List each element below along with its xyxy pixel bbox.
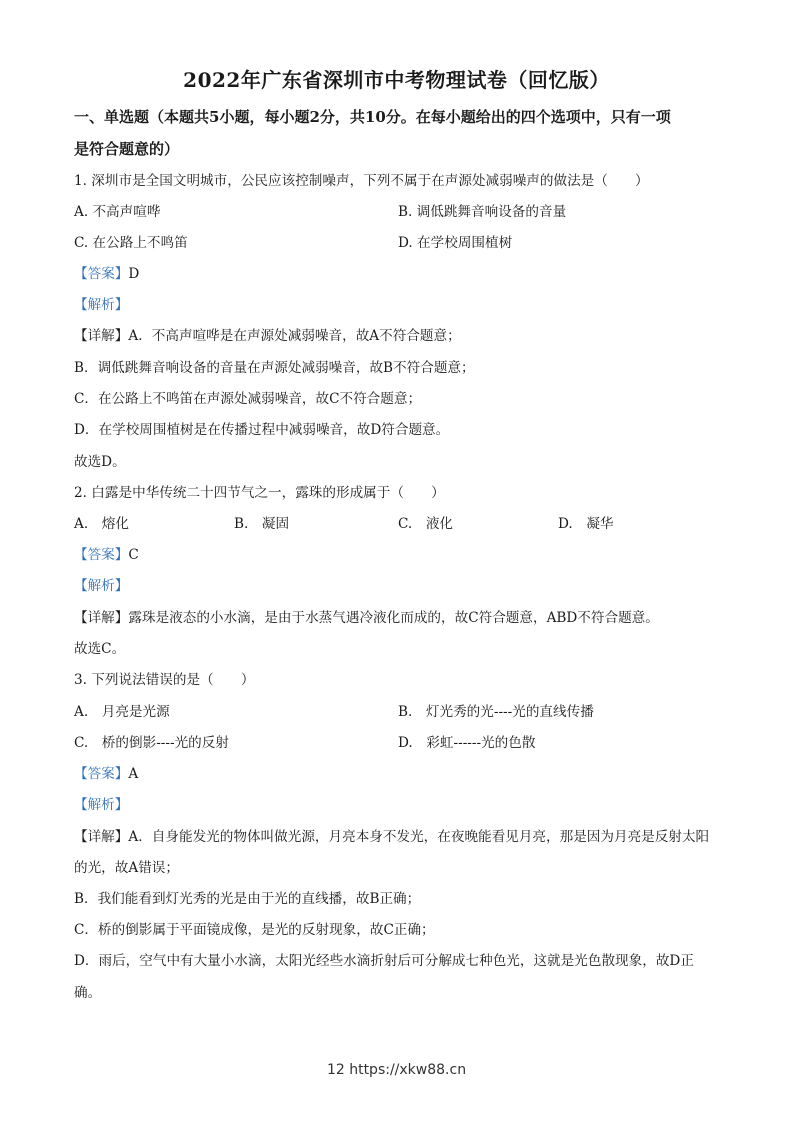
q1-detail-line bbox=[74, 326, 461, 346]
q1-detail-line: B．调低跳舞音响设备的音量在声源处减弱噪音，故B不符合题意； bbox=[74, 360, 475, 376]
q3-stem: 3. 下列说法错误的是（ ） bbox=[74, 672, 255, 688]
q3-detail-line: 的光，故A错误； bbox=[74, 860, 179, 876]
q1-detail-line: C．在公路上不鸣笛在声源处减弱噪音，故C不符合题意； bbox=[74, 391, 422, 407]
detail-label: 【详解】 bbox=[74, 328, 129, 344]
q3-option-d: D. 彩虹------光的色散 bbox=[398, 735, 536, 751]
q3-detail-line: C．桥的倒影属于平面镜成像，是光的反射现象，故C正确； bbox=[74, 922, 435, 938]
answer-label: 【答案】 bbox=[74, 547, 129, 563]
q3-detail-text: A．自身能发光的物体叫做光源，月亮本身不发光，在夜晚能看见月亮，那是因为月亮是反射太阳 bbox=[128, 829, 710, 845]
q3-answer-value: A bbox=[128, 766, 139, 782]
q3-detail-line: B．我们能看到灯光秀的光是由于光的直线播，故B正确； bbox=[74, 891, 421, 907]
q1-detail-line: D．在学校周围植树是在传播过程中减弱噪音，故D符合题意。 bbox=[74, 422, 450, 438]
q1-detail-text: A．不高声喧哗是在声源处减弱噪音，故A不符合题意； bbox=[128, 328, 461, 344]
q3-option-c: C. 桥的倒影----光的反射 bbox=[74, 735, 229, 751]
answer-label: 【答案】 bbox=[74, 766, 129, 782]
q3-analysis bbox=[74, 795, 128, 815]
q1-analysis bbox=[74, 295, 128, 315]
q2-option-c: C. 液化 bbox=[398, 516, 454, 532]
section-heading-line-1: 一、单选题（本题共5小题，每小题2分，共10分。在每小题给出的四个选项中，只有一项 bbox=[74, 108, 671, 126]
q1-answer-value: D bbox=[128, 266, 140, 282]
q3-option-b: B. 灯光秀的光----光的直线传播 bbox=[398, 704, 594, 720]
q3-detail-line bbox=[74, 827, 709, 847]
q1-answer bbox=[74, 264, 139, 284]
q1-option-d: D. 在学校周围植树 bbox=[398, 235, 513, 251]
q2-option-b: B. 凝固 bbox=[234, 516, 290, 532]
q2-detail-line bbox=[74, 608, 659, 628]
analysis-label: 【解析】 bbox=[74, 578, 129, 594]
q2-analysis bbox=[74, 576, 128, 596]
q2-option-d: D. 凝华 bbox=[558, 516, 614, 532]
analysis-label: 【解析】 bbox=[74, 297, 129, 313]
page-footer: 12 https://xkw88.cn bbox=[326, 1062, 467, 1078]
q2-conclusion: 故选C。 bbox=[74, 641, 126, 657]
q1-conclusion: 故选D。 bbox=[74, 454, 126, 470]
q2-answer-value: C bbox=[128, 547, 139, 563]
q3-detail-line: D．雨后，空气中有大量小水滴，太阳光经些水滴折射后可分解成七种色光，这就是光色散现象，故D正 bbox=[74, 953, 694, 969]
q2-stem: 2. 白露是中华传统二十四节气之一，露珠的形成属于（ ） bbox=[74, 485, 445, 501]
answer-label: 【答案】 bbox=[74, 266, 129, 282]
q1-option-c: C. 在公路上不鸣笛 bbox=[74, 235, 188, 251]
detail-label: 【详解】 bbox=[74, 829, 129, 845]
q1-option-b: B. 调低跳舞音响设备的音量 bbox=[398, 204, 567, 220]
detail-label: 【详解】 bbox=[74, 610, 129, 626]
page-title: 2022年广东省深圳市中考物理试卷（回忆版） bbox=[183, 68, 610, 92]
q2-option-a: A. 熔化 bbox=[74, 516, 129, 532]
q3-detail-line: 确。 bbox=[74, 985, 102, 1001]
section-heading-line-2: 是符合题意的） bbox=[74, 140, 180, 158]
q2-detail-text: 露珠是液态的小水滴，是由于水蒸气遇冷液化而成的，故C符合题意，ABD不符合题意。 bbox=[128, 610, 659, 626]
q1-stem: 1. 深圳市是全国文明城市，公民应该控制噪声，下列不属于在声源处减弱噪声的做法是（ ） bbox=[74, 173, 649, 189]
analysis-label: 【解析】 bbox=[74, 797, 129, 813]
q3-option-a: A. 月亮是光源 bbox=[74, 704, 170, 720]
q2-answer bbox=[74, 545, 139, 565]
q1-option-a: A. 不高声喧哗 bbox=[74, 204, 161, 220]
q3-answer bbox=[74, 764, 138, 784]
